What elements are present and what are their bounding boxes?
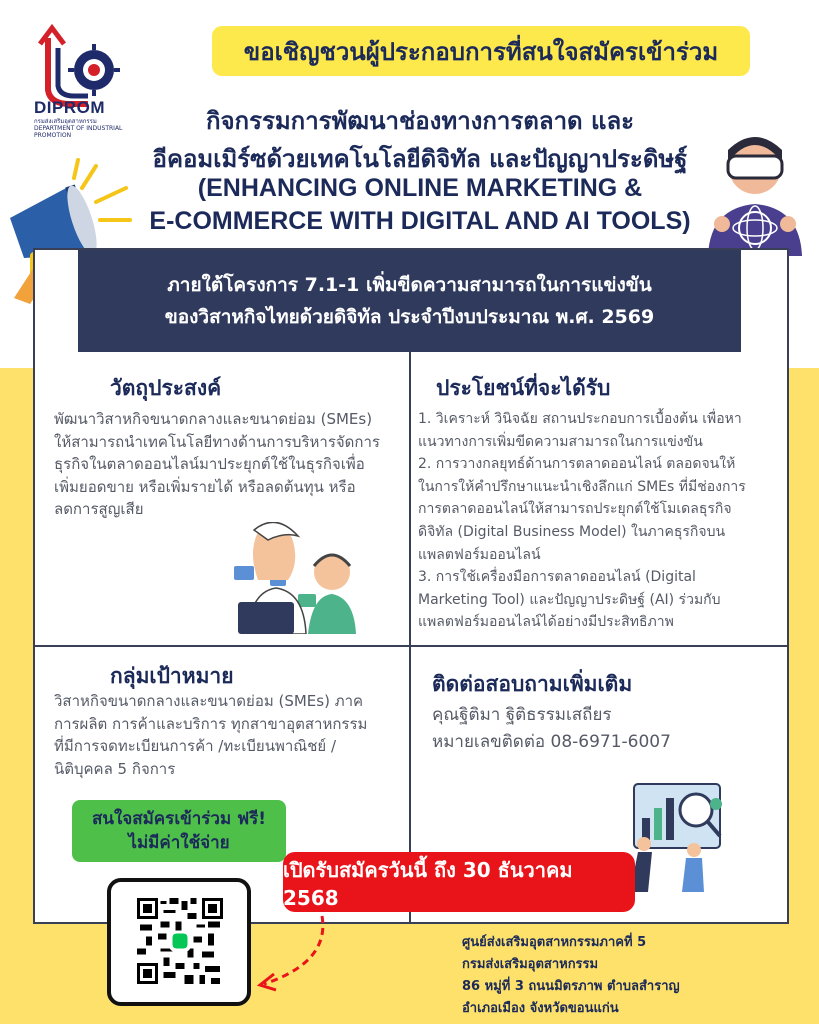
target-title: กลุ่มเป้าหมาย	[110, 664, 234, 688]
page-title-english	[140, 172, 700, 238]
objective-text	[54, 408, 404, 521]
benefits-line: 2. การวางกลยุทธ์ด้านการตลาดออนไลน์ ตลอดจนให้	[418, 456, 736, 473]
line-icon	[173, 934, 188, 949]
banner-line: ภายใต้โครงการ 7.1-1 เพิ่มขีดความสามารถในการแข่งขัน	[167, 274, 652, 296]
free-badge-line: สนใจสมัครเข้าร่วม ฟรี!	[91, 809, 267, 829]
benefits-line: 1. วิเคราะห์ วินิจฉัย สถานประกอบการเบื้องต้น เพื่อหา	[418, 411, 742, 427]
address-line: อำเภอเมือง จังหวัดขอนแก่น	[462, 1001, 619, 1016]
objective-line: ให้สามารถนำเทคโนโลยีทางด้านการบริหารจัดการ	[54, 432, 380, 451]
office-address	[462, 932, 782, 1020]
contact-phone[interactable]: หมายเลขติดต่อ 08-6971-6007	[432, 732, 671, 752]
target-line: การผลิต การค้าและบริการ ทุกสาขาอุตสาหกรรม	[54, 714, 368, 733]
contact-title: ติดต่อสอบถามเพิ่มเติม	[432, 672, 633, 696]
contact-text	[432, 702, 782, 756]
benefits-line: แพลตฟอร์มออนไลน์	[418, 546, 541, 563]
qr-code-icon[interactable]	[137, 898, 223, 984]
logo-name: DIPROM	[34, 98, 105, 117]
invite-banner: ขอเชิญชวนผู้ประกอบการที่สนใจสมัครเข้าร่วม	[212, 26, 750, 76]
benefits-title: ประโยชน์ที่จะได้รับ	[436, 376, 611, 400]
title-english-line: E-COMMERCE WITH DIGITAL AND AI TOOLS)	[149, 207, 691, 235]
title-thai-line: อีคอมเมิร์ซด้วยเทคโนโลยีดิจิทัล และปัญญาประดิษฐ์	[152, 145, 688, 173]
contact-name: คุณฐิติมา ฐิติธรรมเสถียร	[432, 705, 612, 725]
benefits-line: ในการให้คำปรึกษาแนะนำเชิงลึกแก่ SMEs ที่มีช่องการ	[418, 478, 746, 495]
objective-line: ธุรกิจในตลาดออนไลน์มาประยุกต์ใช้ในธุรกิจเพื่อ	[54, 455, 365, 473]
vr-headset-person-icon	[700, 128, 810, 256]
qr-code-card[interactable]	[107, 878, 251, 1006]
address-line: 86 หมู่ที่ 3 ถนนมิตรภาพ ตำบลสำราญ	[462, 979, 680, 994]
target-line: ที่มีการจดทะเบียนการค้า /ทะเบียนพาณิชย์ /	[54, 737, 336, 755]
title-thai-line: กิจกรรมการพัฒนาช่องทางการตลาด และ	[205, 107, 635, 135]
target-text	[54, 690, 404, 780]
address-line: กรมส่งเสริมอุตสาหกรรม	[462, 957, 599, 972]
vertical-divider	[409, 352, 411, 924]
title-english-line: (ENHANCING ONLINE MARKETING &	[197, 174, 643, 202]
benefits-text	[418, 408, 786, 634]
free-badge-line: ไม่มีค่าใช้จ่าย	[128, 833, 230, 853]
benefits-line: แนวทางการเพิ่มขีดความสามารถในการแข่งขัน	[418, 433, 703, 450]
benefits-line: แพลตฟอร์มออนไลน์ได้อย่างมีประสิทธิภาพ	[418, 614, 674, 631]
target-line: วิสาหกิจขนาดกลางและขนาดย่อม (SMEs) ภาค	[54, 692, 364, 710]
project-banner	[78, 250, 741, 352]
objective-line: เพิ่มยอดขาย หรือเพิ่มรายได้ หรือลดต้นทุน หรือ	[54, 477, 356, 496]
target-line: นิติบุคคล 5 กิจการ	[54, 759, 176, 778]
dashed-arrow-icon	[252, 912, 332, 992]
page-title-thai	[120, 102, 720, 178]
address-line: ศูนย์ส่งเสริมอุตสาหกรรมภาคที่ 5	[462, 935, 647, 950]
objective-line: พัฒนาวิสาหกิจขนาดกลางและขนาดย่อม (SMEs)	[54, 410, 373, 428]
benefits-line: การตลาดออนไลน์ให้สามารถประยุกต์ใช้โมเดลธุรกิจ	[418, 501, 732, 518]
banner-line: ของวิสาหกิจไทยด้วยดิจิทัล ประจำปีงบประมาณ พ.ศ. 2569	[164, 306, 655, 328]
benefits-line: 3. การใช้เครื่องมือการตลาดออนไลน์ (Digital	[418, 569, 696, 586]
free-registration-badge	[72, 800, 286, 862]
benefits-line: ดิจิทัล (Digital Business Model) ในภาคธุรกิจบน	[418, 523, 726, 540]
people-chat-illustration	[228, 522, 364, 634]
registration-deadline-banner: เปิดรับสมัครวันนี้ ถึง 30 ธันวาคม 2568	[283, 852, 635, 912]
horizontal-divider	[33, 645, 789, 647]
analytics-illustration	[624, 778, 730, 892]
objective-title: วัตถุประสงค์	[110, 376, 222, 400]
benefits-line: Marketing Tool) และปัญญาประดิษฐ์ (AI) ร่วมกับ	[418, 591, 721, 608]
objective-line: ลดการสูญเสีย	[54, 500, 144, 518]
logo-subtitle: กรมส่งเสริมอุตสาหกรรม DEPARTMENT OF INDUSTRIAL PROMOTION	[34, 118, 123, 139]
